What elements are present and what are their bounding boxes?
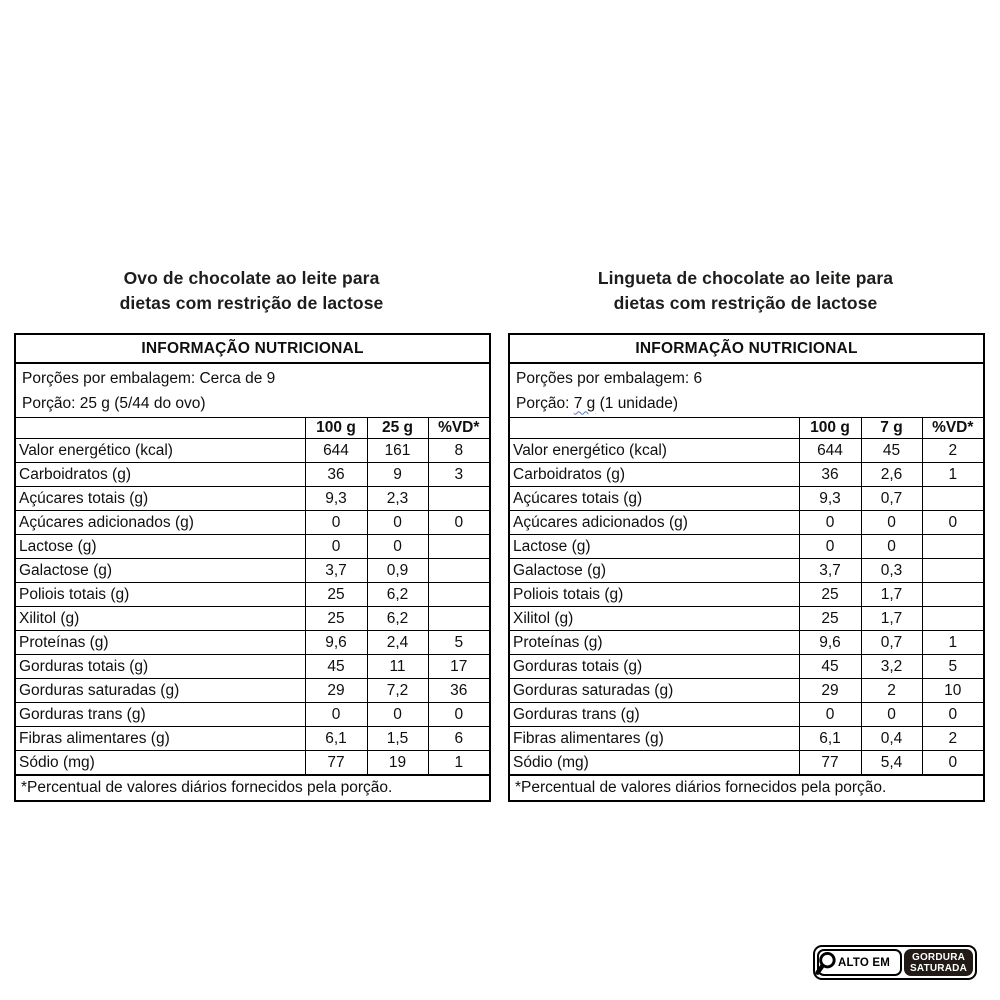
nutrient-value: 25 — [305, 583, 367, 607]
nutrient-value: 0 — [367, 511, 428, 535]
nutrient-value: 0 — [305, 535, 367, 559]
nutrient-value: 0 — [922, 751, 984, 776]
nutrient-label: Gorduras trans (g) — [15, 703, 305, 727]
nutrient-value: 3,7 — [305, 559, 367, 583]
nutrient-label: Açúcares totais (g) — [15, 487, 305, 511]
nutrient-value: 0 — [861, 703, 922, 727]
table-row — [509, 631, 984, 655]
nutrient-value: 0 — [367, 535, 428, 559]
seal-nutrient-line: GORDURA — [911, 951, 966, 963]
spellcheck-underline-text: 7 g — [573, 394, 596, 412]
table-header: INFORMAÇÃO NUTRICIONAL — [15, 334, 490, 363]
nutrient-label: Lactose (g) — [509, 535, 799, 559]
nutrient-value: 1,7 — [861, 583, 922, 607]
nutrient-label: Poliois totais (g) — [509, 583, 799, 607]
table-row — [509, 487, 984, 511]
nutrient-label: Sódio (mg) — [15, 751, 305, 776]
nutrient-value: 3 — [428, 463, 490, 487]
table-row — [509, 703, 984, 727]
nutrient-value: 5,4 — [861, 751, 922, 776]
nutrient-value: 2 — [861, 679, 922, 703]
nutrient-value: 0,7 — [861, 631, 922, 655]
portion-text: Porção: 25 g (5/44 do ovo) — [22, 394, 206, 412]
table-row — [15, 655, 490, 679]
nutrient-value — [428, 559, 490, 583]
nutrient-value: 19 — [367, 751, 428, 776]
nutrient-label: Açúcares totais (g) — [509, 487, 799, 511]
table-row — [509, 463, 984, 487]
nutrient-value: 29 — [799, 679, 861, 703]
nutrient-value: 2 — [922, 439, 984, 463]
nutrient-value: 10 — [922, 679, 984, 703]
nutrient-value: 644 — [799, 439, 861, 463]
table-row — [15, 583, 490, 607]
nutrient-label: Gorduras totais (g) — [509, 655, 799, 679]
table-row — [509, 439, 984, 463]
nutrient-label: Proteínas (g) — [15, 631, 305, 655]
portion-line — [513, 391, 980, 416]
nutrient-value — [428, 535, 490, 559]
nutrient-value: 36 — [428, 679, 490, 703]
nutrient-label: Gorduras totais (g) — [15, 655, 305, 679]
servings-per-package: Porções por embalagem: 6 — [516, 369, 703, 387]
nutrition-table — [508, 333, 985, 802]
nutrient-value: 0,7 — [861, 487, 922, 511]
nutrient-label: Carboidratos (g) — [509, 463, 799, 487]
nutrient-value: 7,2 — [367, 679, 428, 703]
empty-header-cell — [509, 418, 799, 439]
nutrient-label: Lactose (g) — [15, 535, 305, 559]
nutrient-value — [922, 535, 984, 559]
seal-nutrient-line: SATURADA — [910, 962, 967, 974]
nutrient-label: Valor energético (kcal) — [15, 439, 305, 463]
nutrient-value: 25 — [799, 583, 861, 607]
table-row — [15, 751, 490, 776]
serving-info — [15, 363, 490, 418]
column-header-100g: 100 g — [799, 418, 861, 439]
nutrient-value: 1,7 — [861, 607, 922, 631]
table-row — [509, 727, 984, 751]
nutrient-value — [428, 487, 490, 511]
nutrient-label: Carboidratos (g) — [15, 463, 305, 487]
nutrient-value: 11 — [367, 655, 428, 679]
nutrient-value: 45 — [799, 655, 861, 679]
product-panel-ovo — [14, 266, 489, 802]
product-panel-lingueta — [508, 266, 983, 802]
table-row — [509, 679, 984, 703]
magnifier-icon — [814, 951, 838, 977]
product-title — [14, 266, 489, 316]
table-row — [15, 559, 490, 583]
table-row — [509, 511, 984, 535]
product-title-line: dietas com restrição de lactose — [119, 293, 384, 313]
nutrient-value: 6,2 — [367, 607, 428, 631]
nutrient-label: Fibras alimentares (g) — [15, 727, 305, 751]
nutrient-label: Valor energético (kcal) — [509, 439, 799, 463]
table-row — [509, 583, 984, 607]
nutrient-value: 6 — [428, 727, 490, 751]
nutrient-value: 3,7 — [799, 559, 861, 583]
nutrient-value — [428, 607, 490, 631]
nutrient-value: 6,1 — [799, 727, 861, 751]
nutrient-value: 2,3 — [367, 487, 428, 511]
nutrient-value: 2 — [922, 727, 984, 751]
nutrient-value: 0 — [799, 511, 861, 535]
nutrition-rows — [15, 439, 490, 776]
nutrient-value: 8 — [428, 439, 490, 463]
table-row — [15, 439, 490, 463]
empty-header-cell — [15, 418, 305, 439]
nutrient-label: Gorduras trans (g) — [509, 703, 799, 727]
nutrient-label: Açúcares adicionados (g) — [15, 511, 305, 535]
nutrient-value: 0 — [367, 703, 428, 727]
table-row — [509, 655, 984, 679]
table-row — [15, 631, 490, 655]
table-row — [509, 535, 984, 559]
nutrient-value: 45 — [861, 439, 922, 463]
nutrient-value: 36 — [799, 463, 861, 487]
nutrition-rows — [509, 439, 984, 776]
nutrient-value: 1,5 — [367, 727, 428, 751]
nutrient-value: 0 — [861, 535, 922, 559]
nutrient-value — [922, 559, 984, 583]
nutrient-value: 17 — [428, 655, 490, 679]
column-header-100g: 100 g — [305, 418, 367, 439]
product-title-line: dietas com restrição de lactose — [613, 293, 878, 313]
product-title — [508, 266, 983, 316]
nutrient-value: 0,3 — [861, 559, 922, 583]
table-row — [15, 535, 490, 559]
nutrient-value: 1 — [428, 751, 490, 776]
nutrient-value — [428, 583, 490, 607]
nutrient-value: 0 — [428, 703, 490, 727]
nutrient-value: 45 — [305, 655, 367, 679]
nutrient-value: 5 — [922, 655, 984, 679]
table-row — [15, 679, 490, 703]
nutrient-value: 161 — [367, 439, 428, 463]
nutrient-value: 0 — [799, 703, 861, 727]
nutrient-value: 6,1 — [305, 727, 367, 751]
nutrient-value: 0 — [305, 511, 367, 535]
nutrient-label: Gorduras saturadas (g) — [15, 679, 305, 703]
nutrient-value — [922, 583, 984, 607]
table-row — [15, 487, 490, 511]
nutrient-value: 1 — [922, 631, 984, 655]
nutrient-label: Sódio (mg) — [509, 751, 799, 776]
table-row — [15, 703, 490, 727]
nutrient-label: Xilitol (g) — [509, 607, 799, 631]
table-row — [15, 463, 490, 487]
footnote: *Percentual de valores diários fornecidos pela porção. — [509, 775, 984, 801]
portion-text: (1 unidade) — [595, 394, 679, 412]
nutrient-value: 0 — [922, 703, 984, 727]
table-row — [509, 751, 984, 776]
nutrient-value: 9,6 — [305, 631, 367, 655]
nutrient-value: 0,4 — [861, 727, 922, 751]
nutrient-label: Galactose (g) — [15, 559, 305, 583]
column-header-portion: 25 g — [367, 418, 428, 439]
column-header-vd: %VD* — [428, 418, 490, 439]
nutrient-value: 6,2 — [367, 583, 428, 607]
nutrient-label: Fibras alimentares (g) — [509, 727, 799, 751]
high-in-warning-seal — [813, 945, 977, 980]
nutrient-label: Açúcares adicionados (g) — [509, 511, 799, 535]
nutrient-value: 77 — [305, 751, 367, 776]
table-row — [509, 559, 984, 583]
nutrient-value: 9 — [367, 463, 428, 487]
nutrient-value: 0 — [799, 535, 861, 559]
nutrient-value — [922, 607, 984, 631]
table-row — [15, 511, 490, 535]
nutrient-value: 2,6 — [861, 463, 922, 487]
seal-alto-em-section — [817, 949, 902, 976]
column-header-portion: 7 g — [861, 418, 922, 439]
nutrient-value: 9,3 — [799, 487, 861, 511]
nutrient-value: 36 — [305, 463, 367, 487]
portion-line — [19, 391, 486, 416]
nutrient-value: 77 — [799, 751, 861, 776]
nutrient-value: 0,9 — [367, 559, 428, 583]
nutrient-value: 5 — [428, 631, 490, 655]
table-row — [15, 727, 490, 751]
nutrient-value: 9,6 — [799, 631, 861, 655]
nutrient-value: 29 — [305, 679, 367, 703]
table-row — [15, 607, 490, 631]
nutrient-value: 25 — [799, 607, 861, 631]
product-title-line: Lingueta de chocolate ao leite para — [597, 268, 894, 288]
nutrient-value: 25 — [305, 607, 367, 631]
nutrient-value: 9,3 — [305, 487, 367, 511]
nutrient-value: 644 — [305, 439, 367, 463]
serving-info — [509, 363, 984, 418]
table-row — [509, 607, 984, 631]
product-title-line: Ovo de chocolate ao leite para — [123, 268, 380, 288]
nutrient-label: Proteínas (g) — [509, 631, 799, 655]
column-header-vd: %VD* — [922, 418, 984, 439]
nutrient-value: 2,4 — [367, 631, 428, 655]
footnote: *Percentual de valores diários fornecidos pela porção. — [15, 775, 490, 801]
nutrient-value: 3,2 — [861, 655, 922, 679]
servings-per-package: Porções por embalagem: Cerca de 9 — [22, 369, 276, 387]
nutrient-label: Gorduras saturadas (g) — [509, 679, 799, 703]
nutrient-value: 0 — [922, 511, 984, 535]
seal-alto-em-label: ALTO EM — [838, 956, 891, 969]
nutrient-label: Galactose (g) — [509, 559, 799, 583]
nutrient-value: 0 — [428, 511, 490, 535]
nutrient-value: 0 — [305, 703, 367, 727]
nutrient-value — [922, 487, 984, 511]
portion-text: Porção: — [516, 394, 574, 412]
nutrient-label: Xilitol (g) — [15, 607, 305, 631]
nutrient-value: 0 — [861, 511, 922, 535]
nutrition-table — [14, 333, 491, 802]
nutrient-label: Poliois totais (g) — [15, 583, 305, 607]
table-header: INFORMAÇÃO NUTRICIONAL — [509, 334, 984, 363]
nutrient-value: 1 — [922, 463, 984, 487]
seal-nutrient-section — [904, 949, 973, 976]
